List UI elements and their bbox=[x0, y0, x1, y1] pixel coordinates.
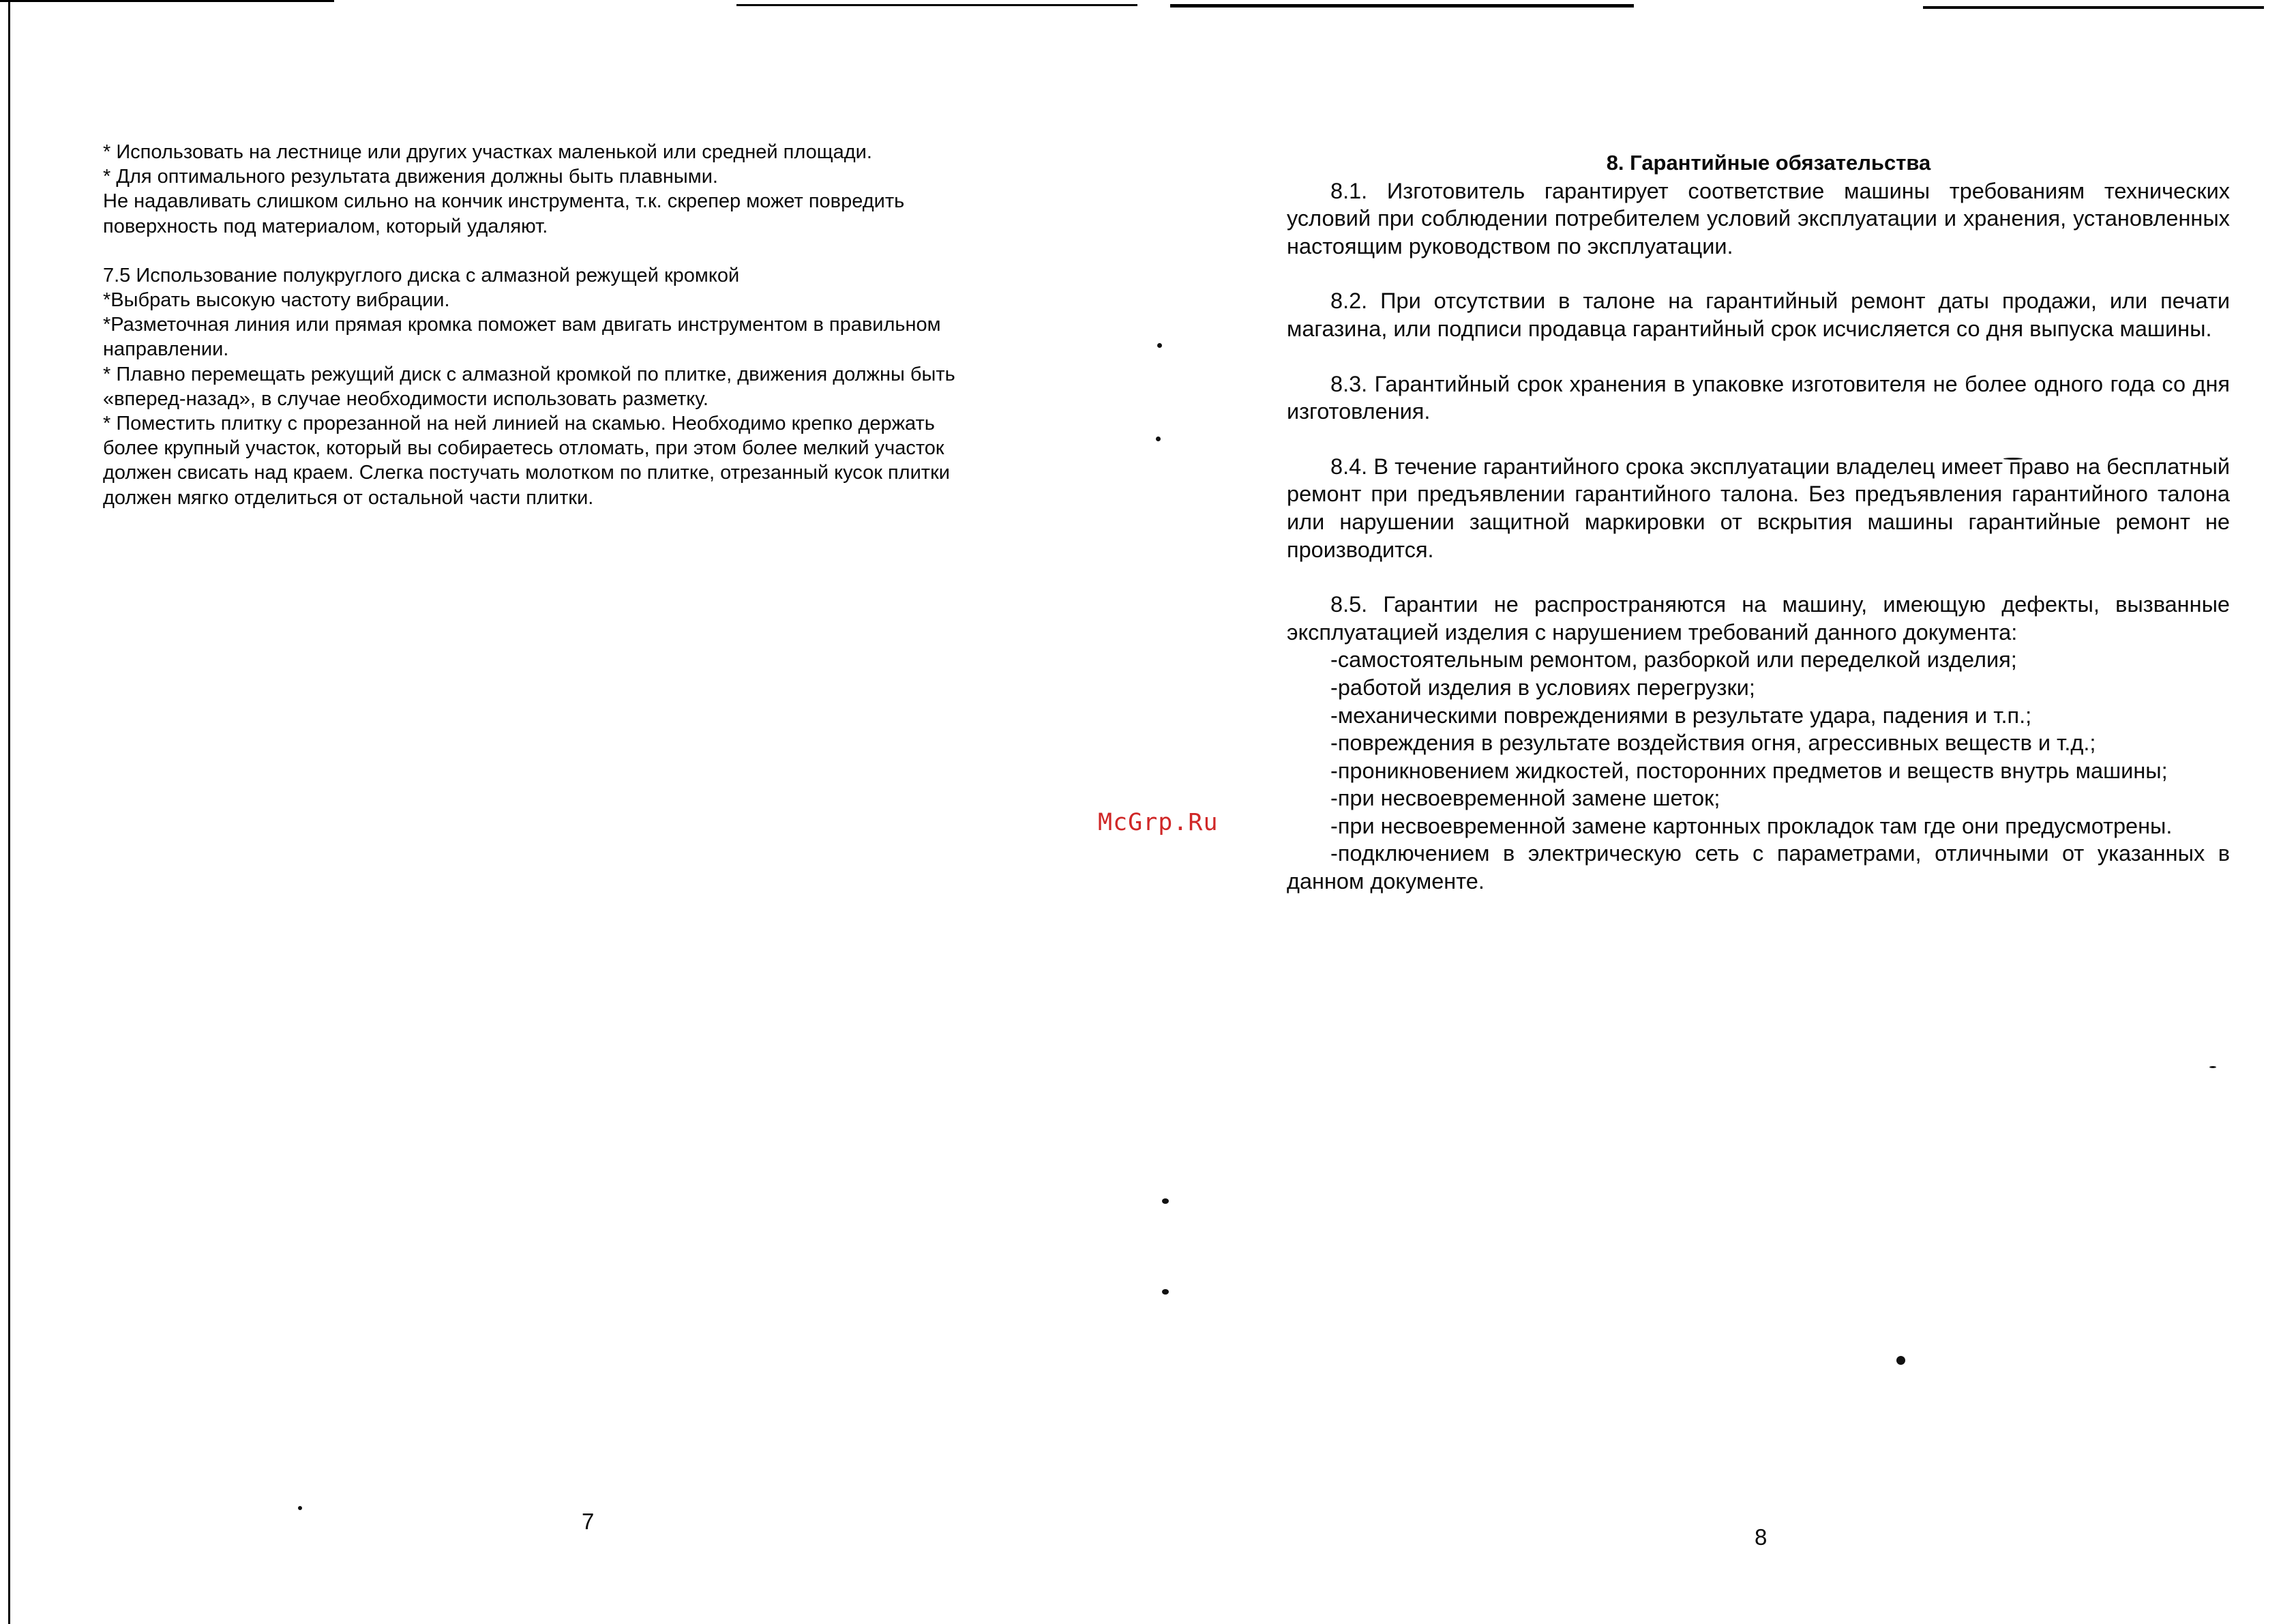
list-item-network: -подключением в электрическую сеть с параметрами, отличными от указанных в данном документе. bbox=[1287, 841, 2230, 894]
scan-dot bbox=[1156, 437, 1161, 441]
scan-edge-top-left bbox=[0, 0, 334, 2]
left-line: Не надавливать слишком сильно на кончик инструмента, т.к. скрепер может повредить bbox=[103, 190, 905, 213]
list-item: -механическими повреждениями в результате удара, падения и т.п.; bbox=[1330, 703, 2032, 728]
left-line: *Выбрать высокую частоту вибрации. bbox=[103, 289, 450, 312]
scan-dot bbox=[1162, 1198, 1169, 1204]
left-line: должен мягко отделиться от остальной части плитки. bbox=[103, 486, 594, 509]
scan-dot bbox=[2209, 1066, 2216, 1068]
left-line: * Использовать на лестнице или других участках маленькой или средней площади. bbox=[103, 141, 872, 163]
scan-dot bbox=[1896, 1356, 1905, 1365]
paragraph-8-5: 8.5. Гарантии не распространяются на машину, имеющую дефекты, вызванные эксплуатацией изделия с нарушением требований данного документа: bbox=[1287, 592, 2230, 645]
list-item-gaskets: -при несвоевременной замене картонных прокладок там где они предусмотрены. bbox=[1330, 813, 2173, 838]
left-line: поверхность под материалом, который удаляют. bbox=[103, 215, 548, 237]
left-page-text bbox=[103, 140, 1027, 510]
section-title: 8. Гарантийные обязательства bbox=[1606, 151, 1931, 175]
scan-dot bbox=[1162, 1289, 1169, 1295]
left-line: более крупный участок, который вы собираетесь отломать, при этом более мелкий участок bbox=[103, 437, 944, 460]
watermark: McGrp.Ru bbox=[1098, 809, 1219, 836]
left-line: * Плавно перемещать режущий диск с алмазной кромкой по плитке, движения должны быть bbox=[103, 363, 955, 385]
scan-edge-top-right bbox=[1923, 6, 2264, 9]
page-number-right: 8 bbox=[1755, 1524, 1768, 1550]
left-line: * Поместить плитку с прорезанной на ней линией на скамью. Необходимо крепко держать bbox=[103, 413, 935, 435]
right-page-text bbox=[1287, 149, 2230, 896]
list-item: -самостоятельным ремонтом, разборкой или переделкой изделия; bbox=[1330, 647, 2017, 673]
left-line: *Разметочная линия или прямая кромка поможет вам двигать инструментом в правильном bbox=[103, 314, 941, 336]
paragraph-8-2: 8.2. При отсутствии в талоне на гарантийный ремонт даты продажи, или печати магазина, или подписи продавца гарантийный срок исчисляется со дня выпуска машины. bbox=[1287, 289, 2230, 341]
left-line: * Для оптимального результата движения должны быть плавными. bbox=[103, 166, 718, 188]
list-item: -работой изделия в условиях перегрузки; bbox=[1330, 675, 1755, 700]
left-line: направлении. bbox=[103, 338, 229, 361]
scan-edge-top-center bbox=[736, 4, 1137, 6]
left-line: должен свисать над краем. Слегка постучать молотком по плитке, отрезанный кусок плитки bbox=[103, 462, 950, 484]
paragraph-8-4: 8.4. В течение гарантийного срока эксплуатации владелец имеет право на бесплатный ремонт при предъявлении гарантийного талона. Без предъявления гарантийного талона или нарушении защитной маркировки от вскрытия машины гарантийные ремонт не производится. bbox=[1287, 454, 2230, 562]
list-item-brushes: -при несвоевременной замене шеток; bbox=[1330, 786, 1720, 811]
left-line: «вперед-назад», в случае необходимости использовать разметку. bbox=[103, 387, 709, 410]
section-heading: 7.5 Использование полукруглого диска с алмазной режущей кромкой bbox=[103, 264, 740, 286]
list-item-penetration: -проникновением жидкостей, посторонних предметов и веществ внутрь машины; bbox=[1330, 758, 2168, 783]
scan-edge-left-vertical bbox=[8, 0, 10, 1624]
list-item: -повреждения в результате воздействия огня, агрессивных веществ и т.д.; bbox=[1330, 730, 2096, 756]
paragraph-8-1: 8.1. Изготовитель гарантирует соответствие машины требованиям технических условий при соблюдении потребителем условий эксплуатации и хранения, установленных настоящим руководством по эксплуатации. bbox=[1287, 178, 2230, 259]
scan-edge-top-middle bbox=[1170, 4, 1634, 8]
scan-dot bbox=[1157, 343, 1162, 348]
scan-dot bbox=[298, 1506, 302, 1510]
page-number-left: 7 bbox=[582, 1509, 595, 1534]
paragraph-8-3: 8.3. Гарантийный срок хранения в упаковке изготовителя не более одного года со дня изготовления. bbox=[1287, 371, 2230, 424]
